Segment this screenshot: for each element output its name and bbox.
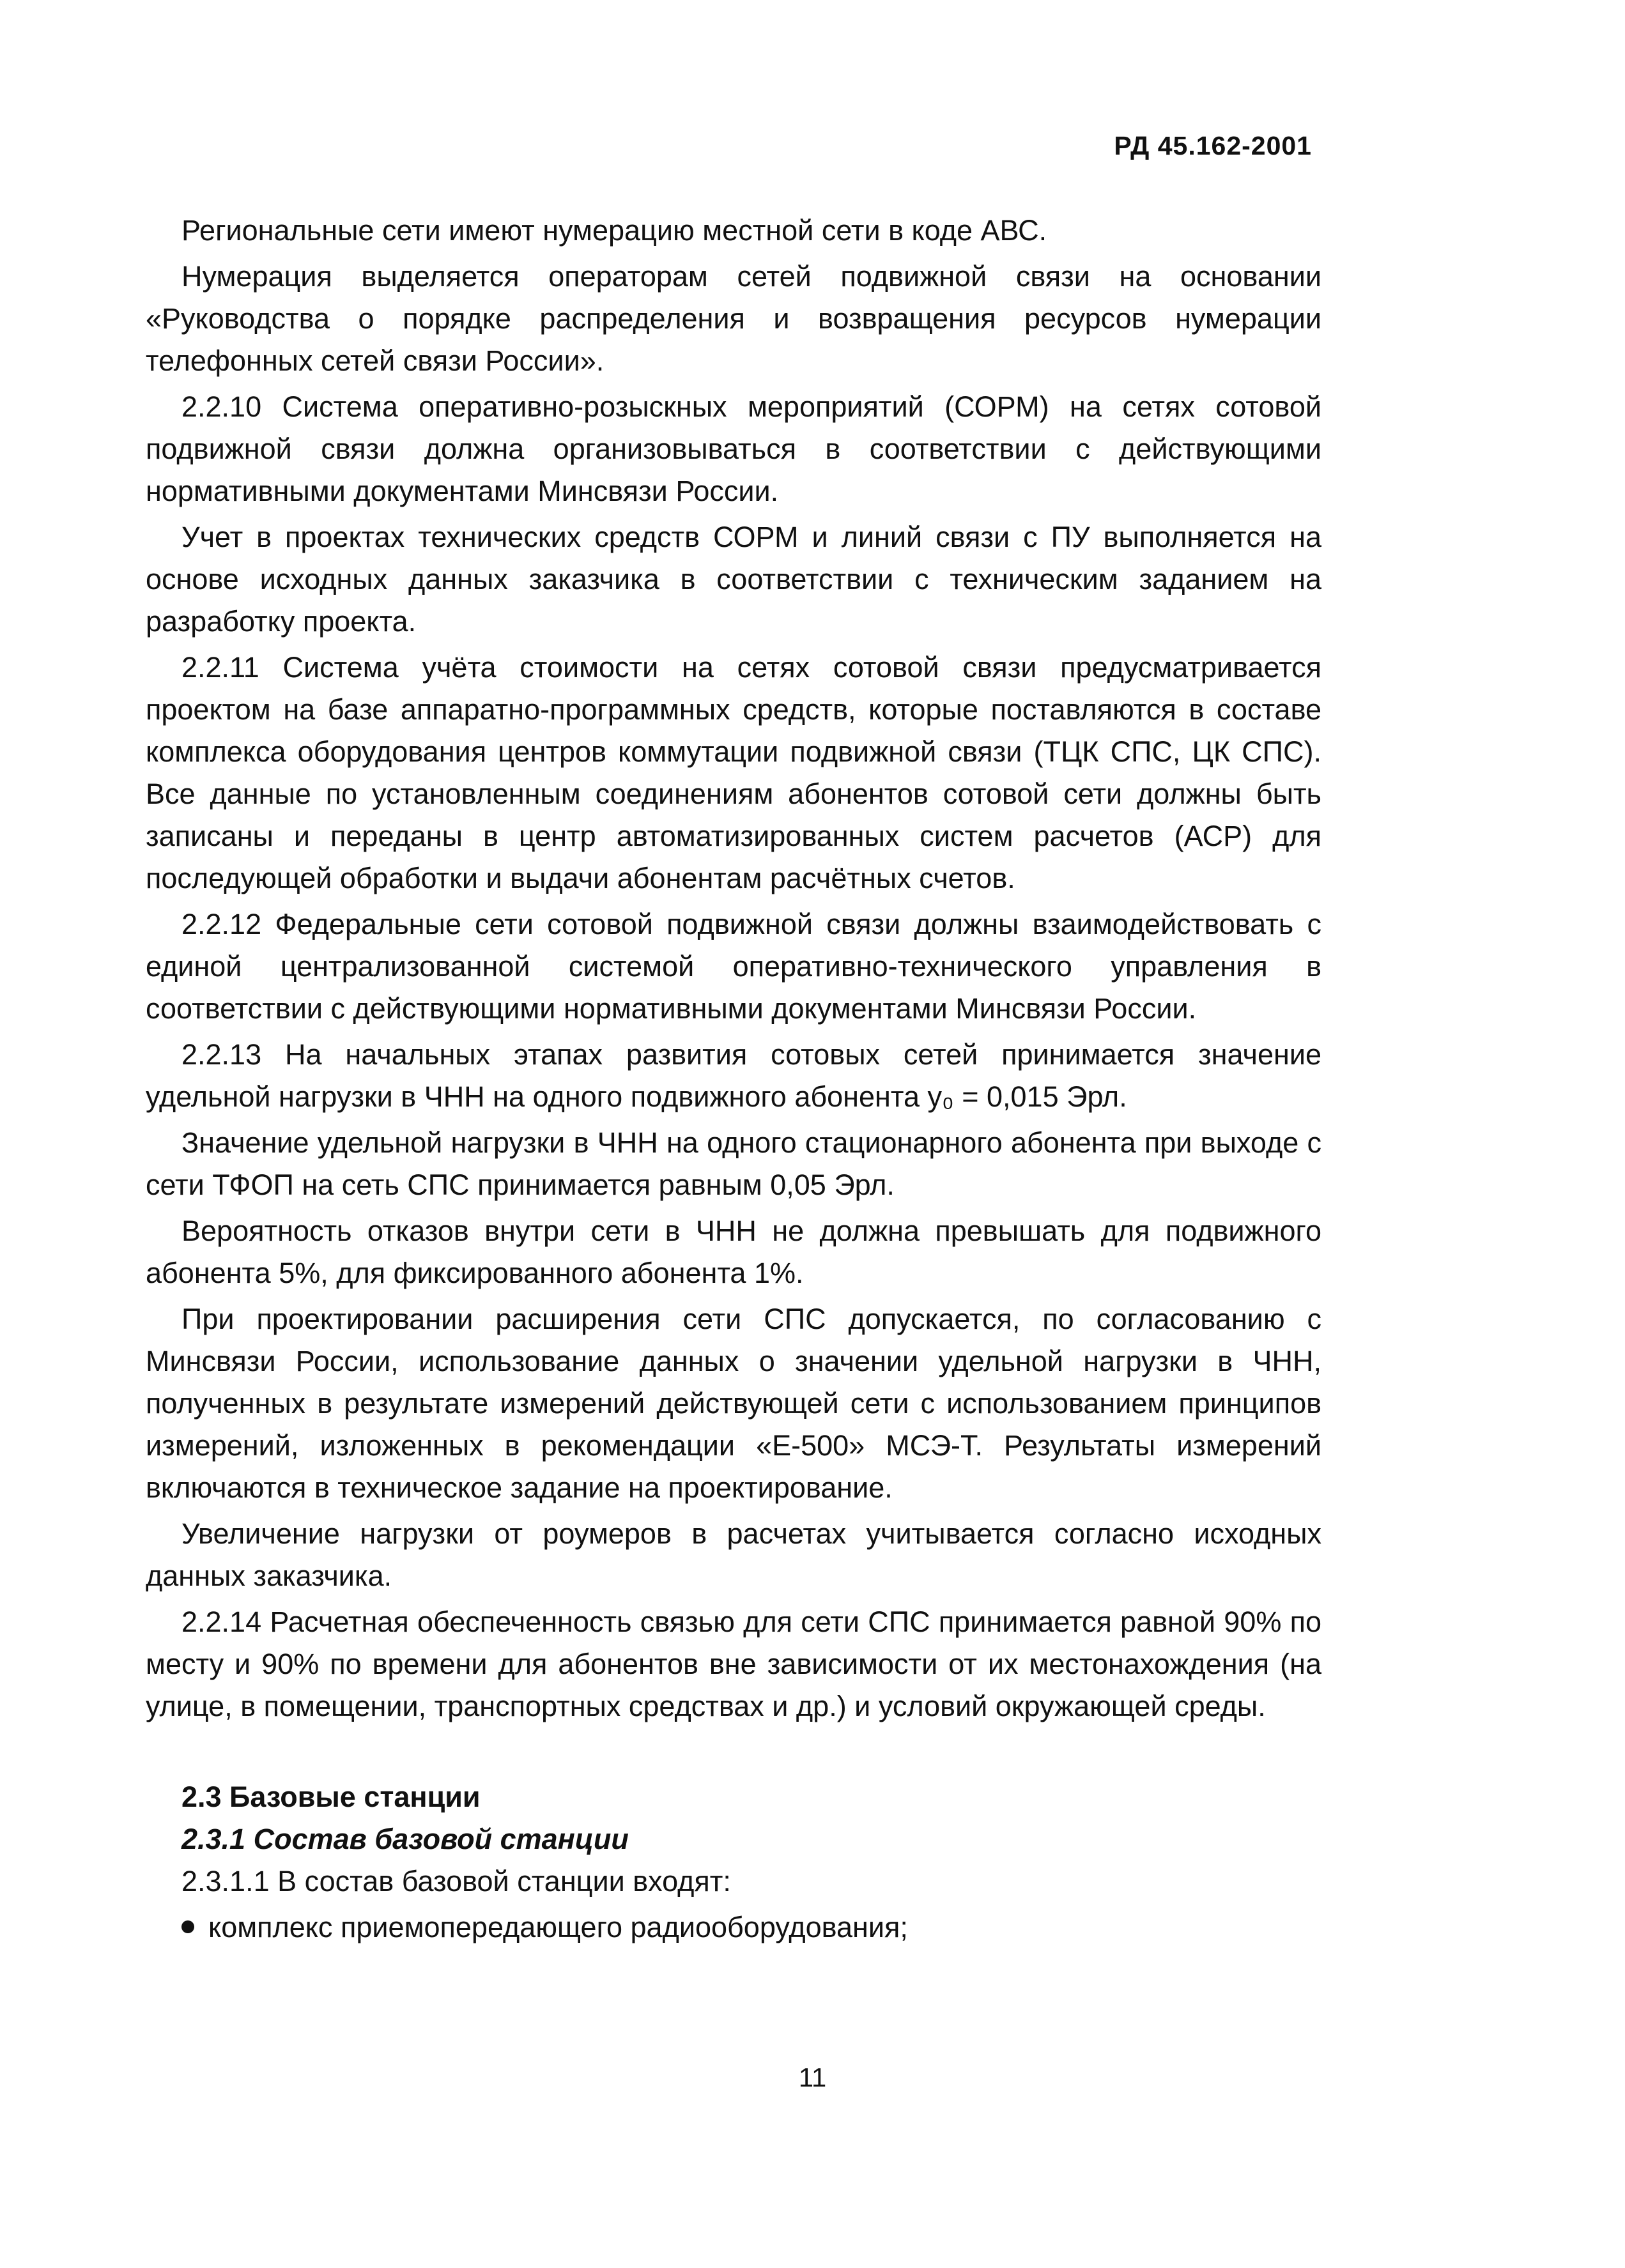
paragraph: 2.2.12 Федеральные сети сотовой подвижной связи должны взаимодействовать с единой централизованной системой оперативно-технического управления в соответствии с действующими нормативными документами Минсвязи России. bbox=[146, 908, 1321, 1025]
document-body bbox=[146, 210, 1321, 1952]
page-number: 11 bbox=[798, 2062, 827, 2092]
paragraph: 2.2.14 Расчетная обеспеченность связью для сети СПС принимается равной 90% по месту и 90% по времени для абонентов вне зависимости от их местонахождения (на улице, в помещении, транспортных средствах и др.) и условий окружающей среды. bbox=[146, 1605, 1321, 1722]
paragraph: При проектировании расширения сети СПС допускается, по согласованию с Минсвязи России, использование данных о значении удельной нагрузки в ЧНН, полученных в результате измерений действующей сети с использованием принципов измерений, изложенных в рекомендации «Е-500» МСЭ-Т. Результаты измерений включаются в техническое задание на проектирование. bbox=[146, 1303, 1321, 1504]
bullet-text: комплекс приемопередающего радиооборудования; bbox=[208, 1911, 908, 1943]
bullet-icon bbox=[181, 1920, 194, 1933]
section-intro: 2.3.1.1 В состав базовой станции входят: bbox=[181, 1865, 731, 1897]
bullet-item bbox=[146, 1906, 1321, 1949]
subsection-heading: 2.3.1 Состав базовой станции bbox=[181, 1823, 629, 1855]
section-spacer bbox=[146, 1731, 1321, 1776]
paragraph: Увеличение нагрузки от роумеров в расчетах учитывается согласно исходных данных заказчика. bbox=[146, 1517, 1321, 1592]
paragraph: 2.2.10 Система оперативно-розыскных мероприятий (СОРМ) на сетях сотовой подвижной связи должна организовываться в соответствии с действующими нормативными документами Минсвязи России. bbox=[146, 390, 1321, 507]
paragraph: Значение удельной нагрузки в ЧНН на одного стационарного абонента при выходе с сети ТФОП на сеть СПС принимается равным 0,05 Эрл. bbox=[146, 1126, 1321, 1201]
paragraph: 2.2.11 Система учёта стоимости на сетях сотовой связи предусматривается проектом на базе аппаратно-программных средств, которые поставляются в составе комплекса оборудования центров коммутации подвижной связи (ТЦК СПС, ЦК СПС). Все данные по установленным соединениям абонентов сотовой сети должны быть записаны и переданы в центр автоматизированных систем расчетов (АСР) для последующей обработки и выдачи абонентам расчётных счетов. bbox=[146, 651, 1321, 894]
document-code: РД 45.162-2001 bbox=[1114, 131, 1312, 160]
paragraph: Учет в проектах технических средств СОРМ и линий связи с ПУ выполняется на основе исходных данных заказчика в соответствии с техническим заданием на разработку проекта. bbox=[146, 521, 1321, 638]
paragraph: Региональные сети имеют нумерацию местной сети в коде АВС. bbox=[181, 214, 1047, 247]
section-heading: 2.3 Базовые станции bbox=[181, 1781, 481, 1813]
paragraph: Нумерация выделяется операторам сетей подвижной связи на основании «Руководства о порядке распределения и возвращения ресурсов нумерации телефонных сетей связи России». bbox=[146, 260, 1321, 377]
paragraph: Вероятность отказов внутри сети в ЧНН не должна превышать для подвижного абонента 5%, для фиксированного абонента 1%. bbox=[146, 1214, 1321, 1289]
paragraph: 2.2.13 На начальных этапах развития сотовых сетей принимается значение удельной нагрузки в ЧНН на одного подвижного абонента y₀ = 0,015 Эрл. bbox=[146, 1038, 1321, 1113]
